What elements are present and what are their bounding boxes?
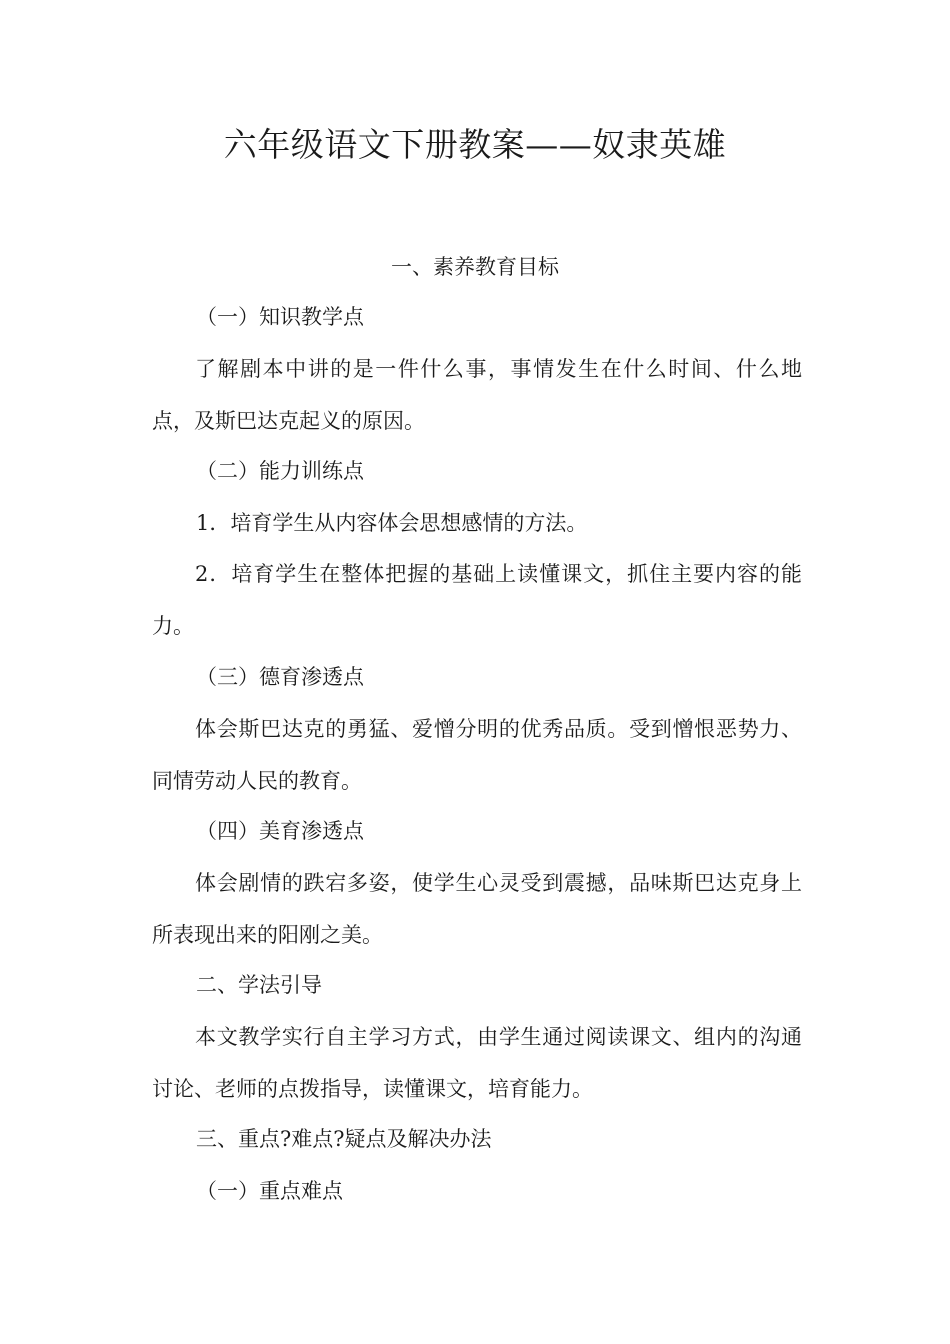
subheading-moral: （三）德育渗透点 — [196, 665, 364, 689]
ability-item-1: 1．培育学生从内容体会思想感情的方法。 — [196, 511, 588, 535]
section-heading-key-points: 三、重点?难点?疑点及解决办法 — [196, 1127, 492, 1151]
subheading-knowledge: （一）知识教学点 — [196, 305, 364, 329]
section-heading-method: 二、学法引导 — [196, 973, 322, 997]
paragraph-method: 本文教学实行自主学习方式，由学生通过阅读课文、组内的沟通讨论、老师的点拨指导，读懂课文，培育能力。 — [152, 1025, 802, 1101]
paragraph-aesthetic: 体会剧情的跌宕多姿，使学生心灵受到震撼，品味斯巴达克身上所表现出来的阳刚之美。 — [152, 871, 802, 947]
subheading-aesthetic: （四）美育渗透点 — [196, 819, 364, 843]
subheading-ability: （二）能力训练点 — [196, 459, 364, 483]
ability-item-2: 2．培育学生在整体把握的基础上读懂课文，抓住主要内容的能力。 — [152, 562, 802, 638]
document-title: 六年级语文下册教案——奴隶英雄 — [223, 125, 727, 164]
section-heading-objectives: 一、素养教育目标 — [391, 255, 559, 279]
subheading-key-difficult: （一）重点难点 — [196, 1179, 343, 1203]
paragraph-knowledge: 了解剧本中讲的是一件什么事，事情发生在什么时间、什么地点，及斯巴达克起义的原因。 — [152, 357, 802, 433]
paragraph-moral: 体会斯巴达克的勇猛、爱憎分明的优秀品质。受到憎恨恶势力、同情劳动人民的教育。 — [152, 717, 802, 793]
